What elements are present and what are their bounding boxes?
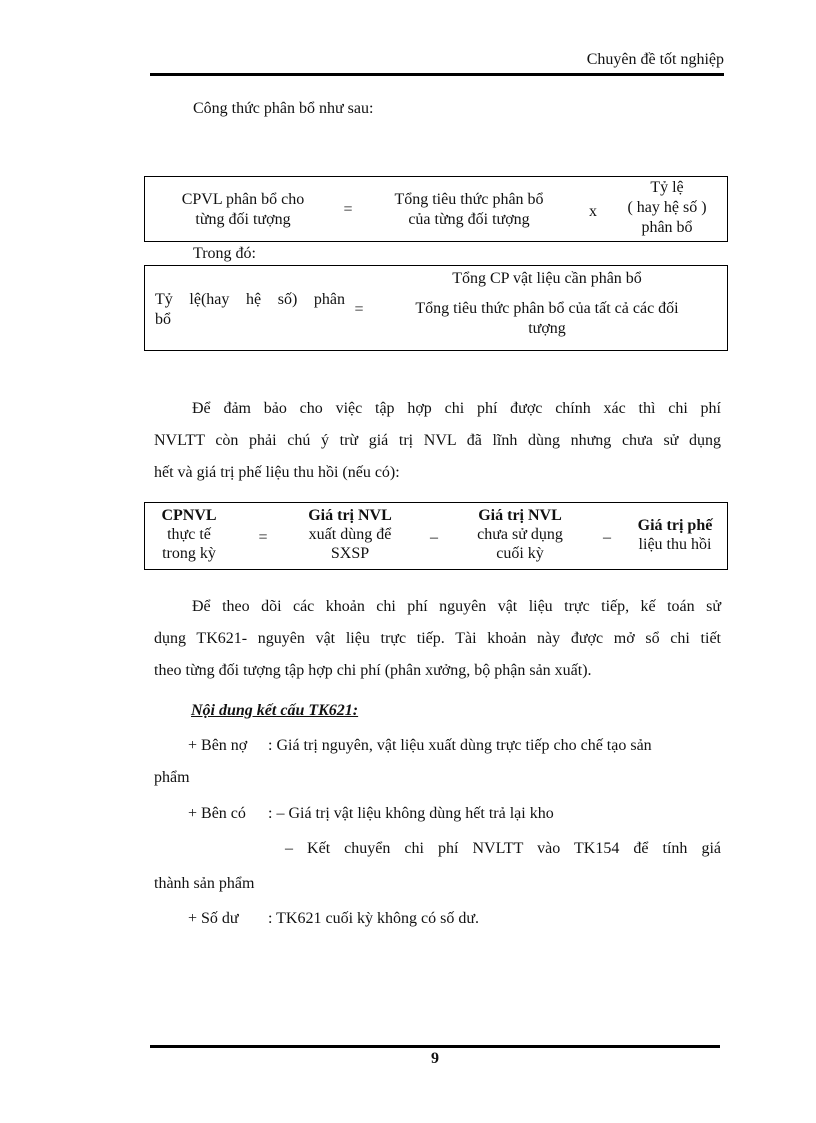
formula2-left <box>155 290 345 330</box>
formula1-mid-line1: Tổng tiêu thức phân bổ <box>394 191 544 208</box>
item-ben-co-text2: – Kết chuyển chi phí NVLTT vào TK154 để tính giá <box>285 840 721 857</box>
formula3-c2-line2: xuất dùng để <box>308 526 392 543</box>
formula1-right-line1: Tỷ lệ <box>650 179 684 196</box>
section-title-tk621: Nội dung kết cấu TK621: <box>191 702 359 719</box>
formula3-c4-line2: liệu thu hồi <box>638 536 712 553</box>
formula3-cpnvl <box>147 506 231 563</box>
para2-line3: theo từng đối tượng tập hợp chi phí (phân xưởng, bộ phận sản xuất). <box>154 662 592 679</box>
item-so-du-label: + Số dư <box>188 910 239 927</box>
formula3-c1-line3: trong kỳ <box>162 545 216 562</box>
para1-line3: hết và giá trị phế liệu thu hồi (nếu có): <box>154 464 400 481</box>
formula1-right-line3: phân bổ <box>641 219 693 236</box>
header-rule <box>150 73 724 76</box>
page-number: 9 <box>431 1050 439 1067</box>
formula1-mid-line2: của từng đối tượng <box>408 211 530 228</box>
item-so-du-text: : TK621 cuối kỳ không có số dư. <box>268 910 480 927</box>
formula1-left <box>153 190 333 230</box>
item-ben-co-label: + Bên có <box>188 805 246 822</box>
formula-box-ratio <box>144 265 728 351</box>
footer-rule <box>150 1045 720 1048</box>
formula1-right-line2: ( hay hệ số ) <box>627 199 707 216</box>
formula3-c4-line1: Giá trị phế <box>637 517 713 534</box>
formula-box-allocation <box>144 176 728 242</box>
formula3-phe-lieu <box>625 516 725 554</box>
para2-line1: Để theo dõi các khoản chi phí nguyên vật liệu trực tiếp, kế toán sử <box>192 598 721 615</box>
formula2-left-line2: bổ <box>155 311 171 328</box>
formula1-left-line2: từng đối tượng <box>195 211 291 228</box>
formula3-c1-line1: CPNVL <box>161 507 217 524</box>
trong-do-label: Trong đó: <box>193 245 256 262</box>
formula2-denominator <box>377 299 717 339</box>
page-header-title: Chuyên đề tốt nghiệp <box>586 51 724 68</box>
item-ben-co-cont: thành sản phẩm <box>154 875 255 892</box>
paragraph-tk621 <box>154 591 721 687</box>
formula2-denominator-line1: Tổng tiêu thức phân bổ của tất cả các đối <box>415 300 679 317</box>
formula3-c3-line1: Giá trị NVL <box>478 507 562 524</box>
formula1-middle <box>369 190 569 230</box>
formula3-c3-line2: chưa sử dụng <box>477 526 563 543</box>
paragraph-nvl-adjustment <box>154 393 721 489</box>
formula2-denominator-line2: tượng <box>528 320 566 337</box>
formula3-c1-line2: thực tế <box>167 526 211 543</box>
formula1-right <box>607 178 727 238</box>
para1-line1: Để đảm bảo cho việc tập hợp chi phí được chính xác thì chi phí <box>192 400 721 417</box>
formula3-c2-line1: Giá trị NVL <box>308 507 392 524</box>
para2-line2: dụng TK621- nguyên vật liệu trực tiếp. Tài khoản này được mở sổ chi tiết <box>154 630 721 647</box>
formula3-nvl-xuat <box>285 506 415 563</box>
formula1-times: x <box>589 203 597 220</box>
formula3-c2-line3: SXSP <box>330 545 370 562</box>
item-ben-no-cont: phẩm <box>154 769 190 786</box>
item-ben-no-text: : Giá trị nguyên, vật liệu xuất dùng trực tiếp cho chế tạo sản <box>268 737 652 754</box>
formula3-nvl-chua-dung <box>455 506 585 563</box>
formula3-minus-1: – <box>430 529 438 546</box>
formula2-left-line1: Tỷ lệ(hay hệ số) phân <box>155 291 345 308</box>
formula1-left-line1: CPVL phân bổ cho <box>181 191 305 208</box>
para1-line2: NVLTT còn phải chú ý trừ giá trị NVL đã lĩnh dùng nhưng chưa sử dụng <box>154 432 721 449</box>
formula2-numerator: Tổng CP vật liệu cần phân bổ <box>452 270 642 287</box>
item-ben-no-label: + Bên nợ <box>188 737 248 754</box>
formula-box-cpnvl <box>144 502 728 570</box>
intro-text: Công thức phân bổ như sau: <box>193 100 374 117</box>
formula2-equals: = <box>354 301 364 318</box>
formula1-equals: = <box>343 201 353 218</box>
formula3-minus-2: – <box>603 529 611 546</box>
formula3-c3-line3: cuối kỳ <box>496 545 544 562</box>
item-ben-co-text1: : – Giá trị vật liệu không dùng hết trả lại kho <box>268 805 554 822</box>
formula3-equals: = <box>258 529 268 546</box>
